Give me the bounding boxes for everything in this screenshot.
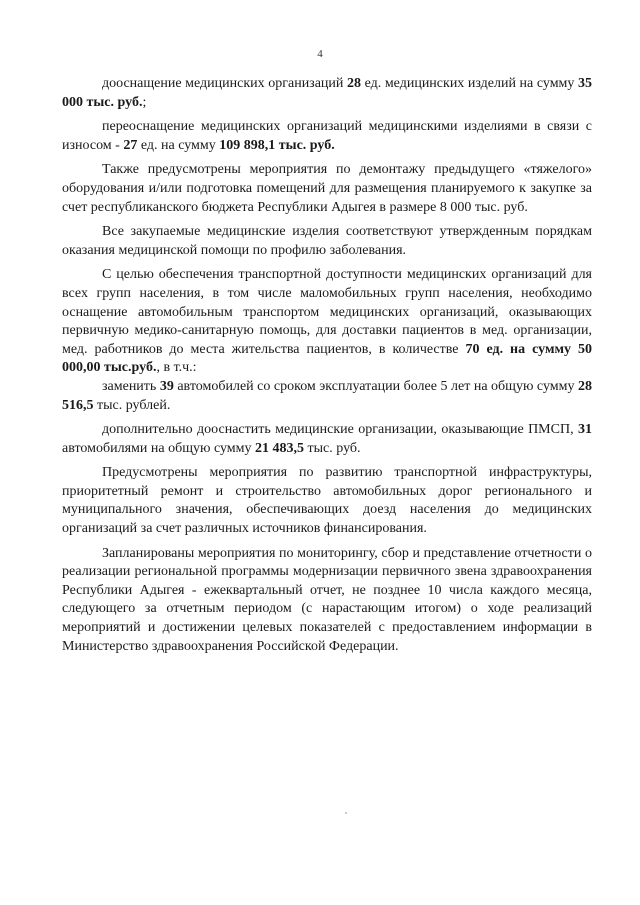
text-segment: ед. на сумму [137, 137, 220, 153]
text-segment: переоснащение медицинских организаций медицинскими изделиями в связи с износом - [62, 119, 592, 153]
text-segment: ед. медицинских изделий на сумму [361, 76, 578, 91]
bold-amount: 21 483,5 [255, 440, 305, 456]
paragraph-transport-infrastructure [62, 464, 592, 538]
text-segment: Также предусмотрены мероприятия по демонтажу предыдущего «тяжелого» оборудования и/или подготовка помещений для размещения планируемого к закупке за счет республиканского бюджета Республики Адыгея в размере 8 000 тыс. руб. [62, 162, 592, 215]
paragraph-vehicle-replacement [62, 378, 592, 415]
text-segment: ; [142, 94, 147, 110]
paragraph-compliance [62, 223, 592, 260]
paragraph-medical-equipment-additional [62, 75, 592, 112]
text-segment: дополнительно дооснастить медицинские организации, оказывающие ПМСП, [102, 422, 578, 438]
paragraph-vehicle-additional [62, 421, 592, 458]
text-segment: тыс. рублей. [93, 397, 171, 413]
text-segment: тыс. руб. [304, 440, 361, 456]
paragraph-medical-equipment-replacement [62, 118, 592, 155]
text-segment: заменить [102, 378, 160, 394]
text-segment: дооснащение медицинских организаций [102, 76, 347, 91]
text-segment: , в т.ч.: [156, 360, 197, 376]
paragraph-monitoring [62, 545, 592, 657]
bold-amount: 35 000 тыс. руб. [62, 76, 592, 110]
text-segment: автомобилями на общую сумму [62, 440, 256, 456]
bold-quantity: 39 [159, 378, 174, 394]
bold-quantity: 27 [123, 137, 138, 153]
page-number: 4 [317, 48, 323, 60]
document-body [62, 75, 592, 656]
bold-amount: 109 898,1 тыс. руб. [219, 137, 335, 153]
text-segment: автомобилей со сроком эксплуатации более 5 лет на общую сумму [173, 378, 578, 394]
text-segment: Предусмотрены мероприятия по развитию транспортной инфраструктуры, приоритетный ремонт и строительство автомобильных дорог регионального и муниципального значения, обеспечивающих доезд населения до медицинских организаций за счет различных источников финансирования. [62, 465, 592, 537]
paragraph-transport-accessibility [62, 266, 592, 378]
paragraph-dismantling [62, 161, 592, 217]
text-segment: Запланированы мероприятия по мониторингу, сбор и представление отчетности о реализации региональной программы модернизации первичного звена здравоохранения Республики Адыгея - ежеквартальный отчет, не позднее 10 числа каждого месяца, следующего за отчетным периодом (с нарастающим итогом) о ходе реализаций мероприятий и достижении целевых показателей с предоставлением информации в Министерство здравоохранения Российской Федерации. [62, 545, 592, 654]
bold-amount: 28 516,5 [62, 378, 592, 413]
bold-quantity: 31 [578, 422, 592, 438]
bold-total-vehicles: 70 ед. на сумму 50 000,00 тыс.руб. [62, 341, 592, 376]
scan-speck [345, 812, 347, 814]
bold-quantity: 28 [347, 76, 361, 91]
text-segment: Все закупаемые медицинские изделия соответствуют утвержденным порядкам оказания медицинской помощи по профилю заболевания. [62, 224, 592, 258]
text-segment: С целью обеспечения транспортной доступности медицинских организаций для всех групп населения, в том числе маломобильных групп населения, необходимо оснащение автомобильным транспортом медицинских организаций, оказывающих первичную медико-санитарную помощь, для доставки пациентов в мед. организации, мед. работников до места жительства пациентов, в количестве [62, 267, 592, 357]
